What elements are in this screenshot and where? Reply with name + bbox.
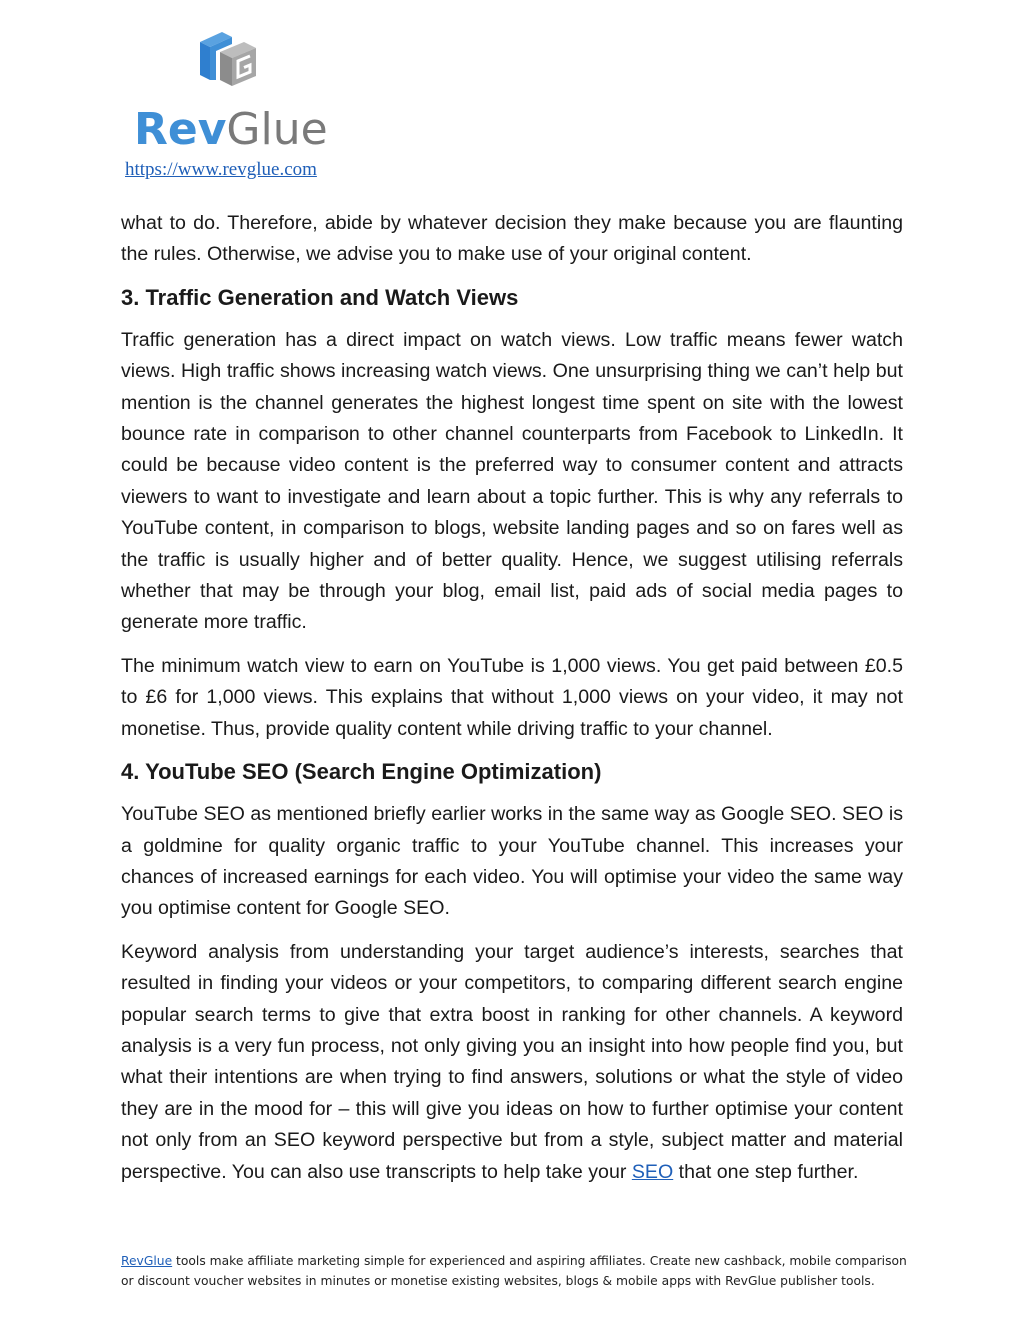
logo-text-rev: Rev	[134, 104, 227, 155]
revglue-cube-icon	[192, 30, 258, 88]
page-footer	[121, 1251, 911, 1291]
paragraph-keyword-analysis	[121, 937, 903, 1188]
logo-text-glue: Glue	[226, 104, 328, 155]
site-url-link[interactable]: https://www.revglue.com	[125, 159, 317, 180]
heading-traffic-generation: 3. Traffic Generation and Watch Views	[121, 284, 519, 310]
document-body	[121, 208, 903, 1200]
paragraph-traffic-generation: Traffic generation has a direct impact on watch views. Low traffic means fewer watch views. High traffic shows increasing watch views. One unsurprising thing we can’t help but mention is the channel generates the highest longest time spent on site with the lowest bounce rate in comparison to other channel counterparts from Facebook to LinkedIn. It could be because video content is the preferred way to consumer content and attracts viewers to want to investigate and learn about a topic further. This is why any referrals to YouTube content, in comparison to blogs, website landing pages and so on fares well as the traffic is usually higher and of better quality. Hence, we suggest utilising referrals whether that may be through your blog, email list, paid ads of social media pages to generate more traffic.	[121, 328, 903, 634]
footer-revglue-link[interactable]: RevGlue	[121, 1254, 173, 1268]
heading-youtube-seo: 4. YouTube SEO (Search Engine Optimization)	[121, 759, 602, 785]
footer-text: tools make affiliate marketing simple for experienced and aspiring affiliates. Create new cashback, mobile comparison or discount voucher websites in minutes or monetise existing websites, blogs & mobile apps with RevGlue publisher tools.	[121, 1254, 907, 1288]
keyword-analysis-end: that one step further.	[673, 1160, 859, 1183]
seo-link[interactable]: SEO	[631, 1160, 674, 1183]
revglue-logo	[134, 30, 328, 155]
keyword-analysis-text: Keyword analysis from understanding your target audience’s interests, searches that resulted in finding your videos or your competitors, to comparing different search engine popular search terms to give that extra boost in ranking for other channels. A keyword analysis is a very fun process, not only giving you an insight into how people find you, but what their intentions are when trying to find answers, solutions or what the style of video they are in the mood for – this will give you ideas on how to further optimise your content not only from an SEO keyword perspective but from a style, subject matter and material perspective. You can also use transcripts to help take your	[121, 940, 903, 1183]
paragraph-youtube-seo: YouTube SEO as mentioned briefly earlier works in the same way as Google SEO. SEO is a goldmine for quality organic traffic to your YouTube channel. This increases your chances of increased earnings for each video. You will optimise your video the same way you optimise content for Google SEO.	[121, 803, 903, 920]
paragraph-minimum-watch-view: The minimum watch view to earn on YouTube is 1,000 views. You get paid between £0.5 to £6 for 1,000 views. This explains that without 1,000 views on your video, it may not monetise. Thus, provide quality content while driving traffic to your channel.	[121, 654, 903, 740]
paragraph-continued: what to do. Therefore, abide by whatever decision they make because you are flaunting the rules. Otherwise, we advise you to make use of your original content.	[121, 212, 903, 266]
